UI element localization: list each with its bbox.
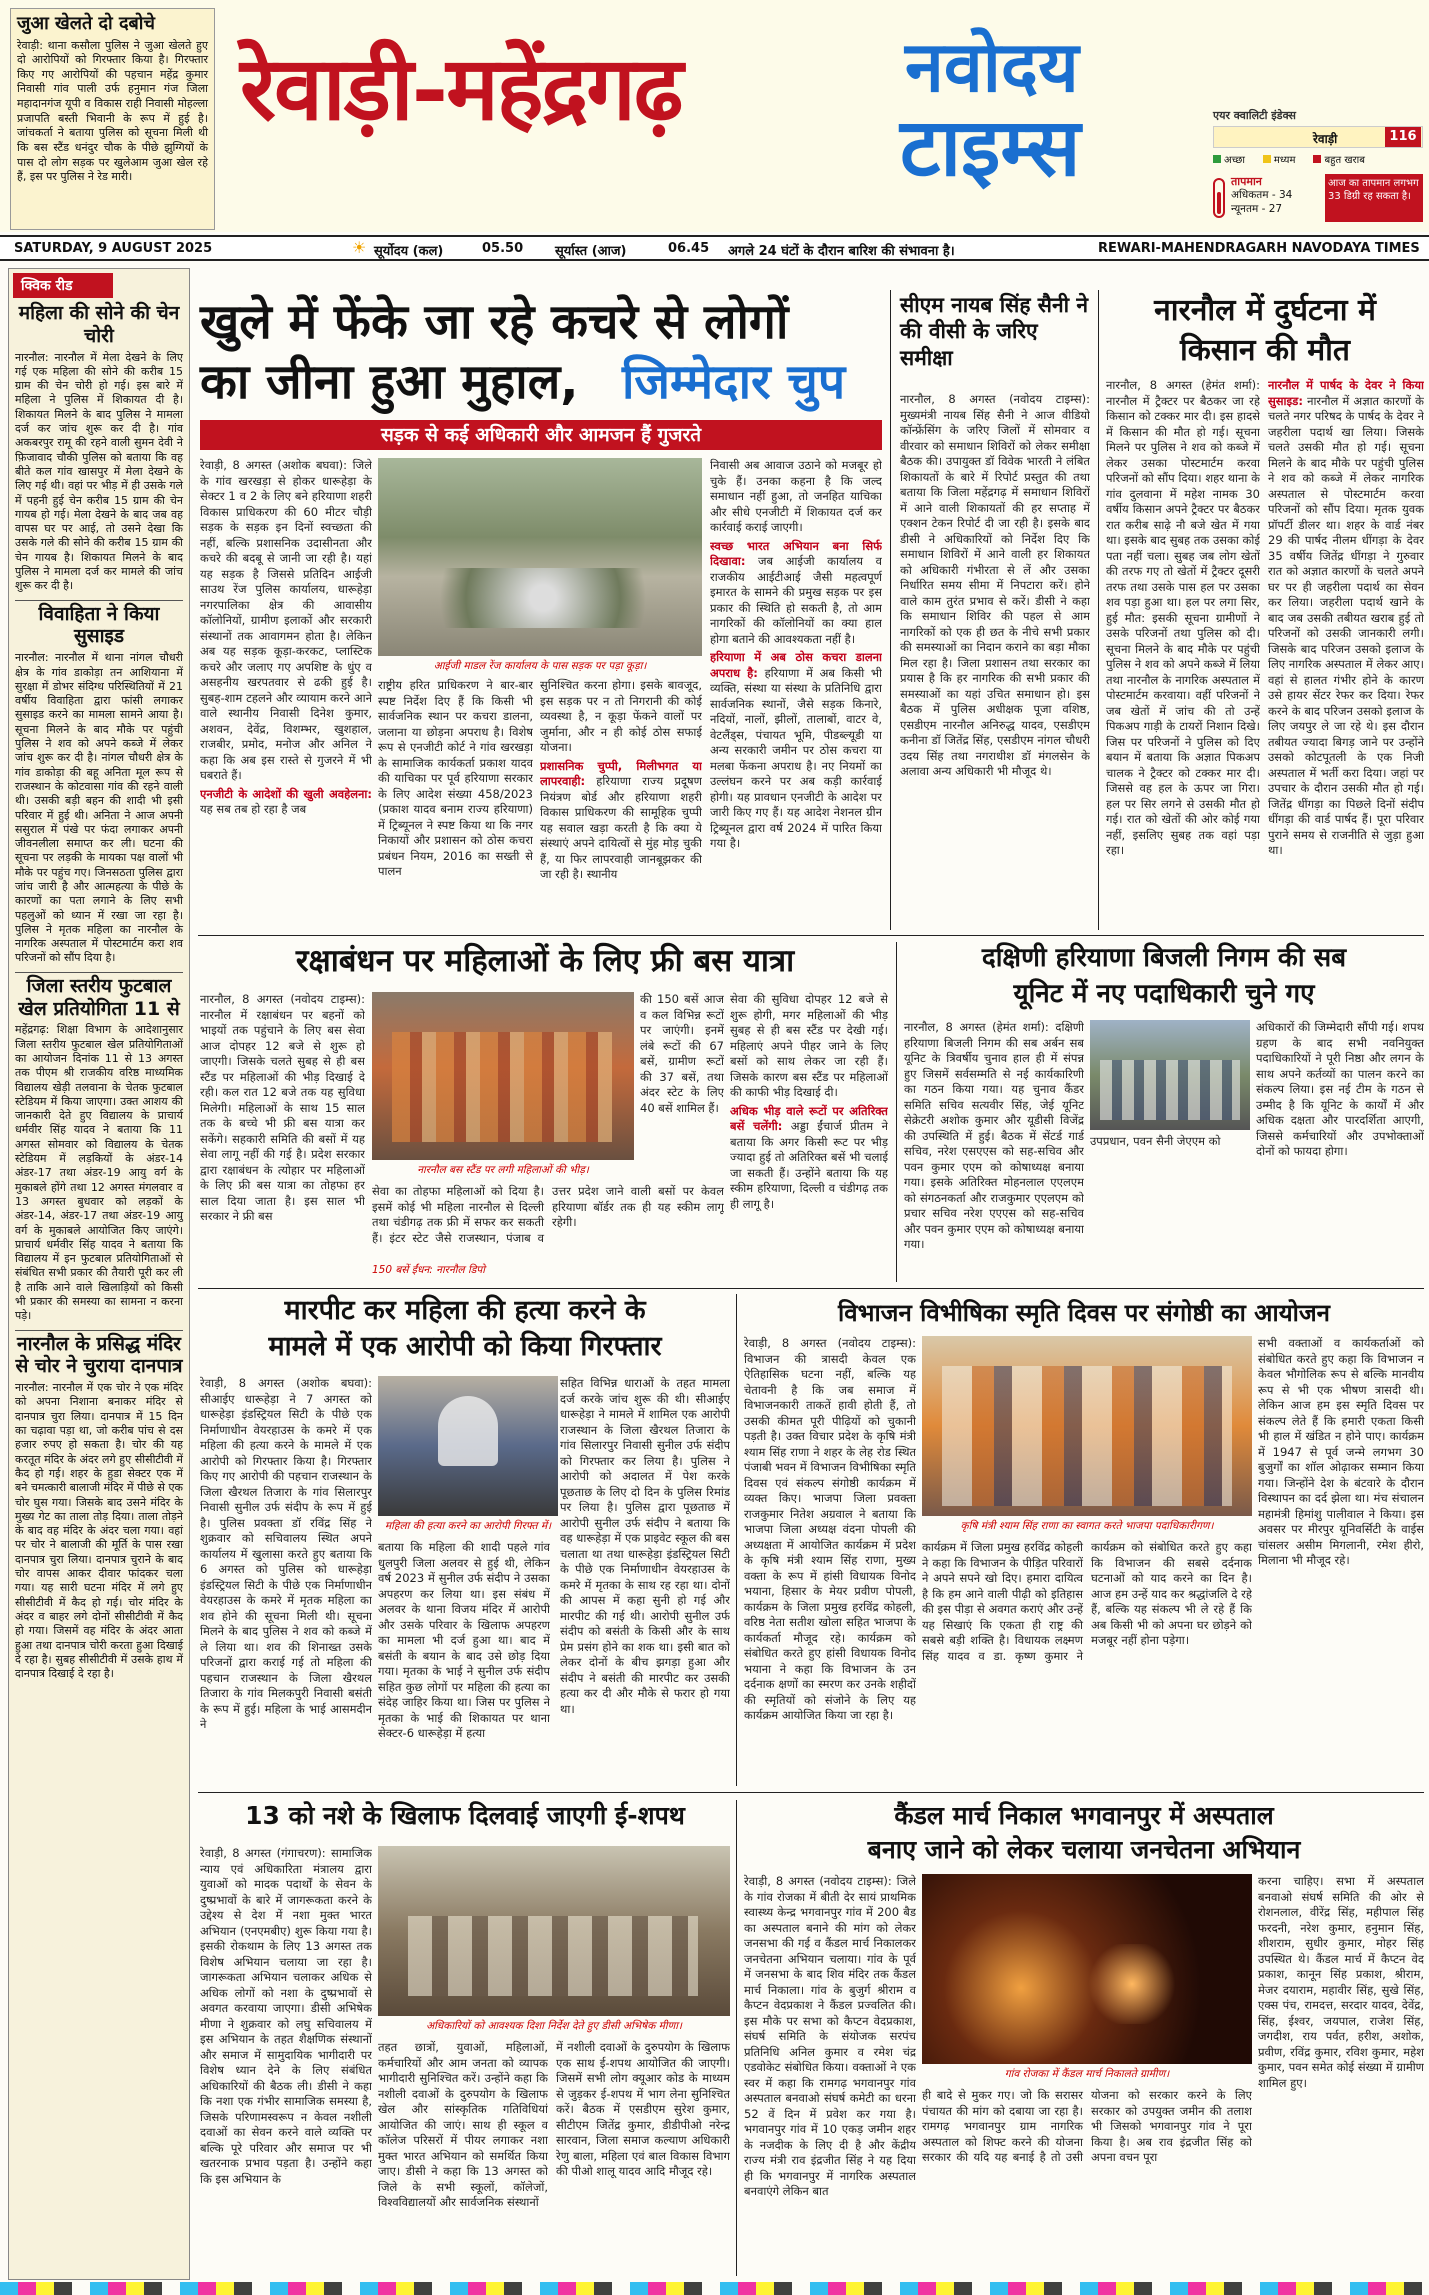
raksha-col3 (730, 992, 888, 1282)
lead-col4-b: जब आईजी कार्यालय व राजकीय आईटीआई जैसी महत्वपूर्ण इमारत के सामने की प्रमुख सड़क पर इस प्रकार की स्थिति हो सकती है, तो आम नागरिकों की कॉलोनियों का क्या हाल होगा बताने की आवश्यकता नहीं है। (710, 554, 882, 646)
lead-col3-b: हरियाणा राज्य प्रदूषण नियंत्रण बोर्ड और हरियाणा शहरी विकास प्राधिकरण की सामूहिक चुप्पी यह सवाल खड़ा करती है कि क्या ये संस्थाएं अपने दायित्वों से मुंह मोड़ चुकी हैं, या फिर लापरवाही जानबूझकर की जा रही है। स्थानीय (540, 774, 702, 882)
lead-photo (378, 458, 702, 656)
raksha-col2-top: की 150 बसें आज व कल विभिन्न रूटों पर जाएंगी। इनमें लंबे रूटों की 67 बसें, ग्रामीण रूटों की 37 बसें, तथा अंदर स्टेट के लिए 40 बसें शामिल हैं। (640, 992, 724, 1115)
murder-headline-line2: मामले में एक आरोपी को किया गिरफ्तार (268, 1331, 662, 1362)
vibhajan-col3: सभी वक्ताओं व कार्यकर्ताओं को संबोधित करते हुए कहा कि विभाजन न केवल भौगोलिक रूप से बल्कि मानवीय रूप से भी एक भीषण त्रासदी थी। लेकिन आज हम इस स्मृति दिवस पर संकल्प लेते हैं कि हमारी एकता किसी भी हाल में खंडित न होने पाए। कार्यक्रम में 1947 से पूर्व जन्मे लगभग 30 बुजुर्गों का शॉल ओढ़ाकर सम्मान किया गया। जिन्होंने देश के बंटवारे के दौरान विस्थापन का दर्द झेला था। मंच संचालन महामंत्री हिमांशु पालीवाल ने किया। इस अवसर पर मीरपुर यूनिवर्सिटी के वाईस चांसलर असीम मिगलानी, रमेश हीरो, मिलाना भी मौजूद रहे। (1258, 1336, 1424, 1568)
sunset-label: सूर्यास्त (आज) (555, 244, 627, 259)
aqi-moderate: मध्यम (1263, 152, 1296, 166)
eshapath-col2: तहत छात्रों, युवाओं, महिलाओं, कर्मचारियों और आम जनता को व्यापक भागीदारी सुनिश्चित करें। उन्होंने कहा कि नशीली दवाओं के दुरुपयोग के खिलाफ खेल और सांस्कृतिक गतिविधियां आयोजित की जाएं। साथ ही स्कूल व कॉलेज परिसरों में पीयर लगाकर नशा मुक्त भारत अभियान को समर्थित किया जाए। डीसी ने कहा कि 13 अगस्त को जिले के सभी स्कूलों, कॉलेजों, विश्वविद्यालयों और सार्वजनिक संस्थानों (378, 2040, 548, 2210)
murder-photo (378, 1376, 558, 1516)
eshapath-col1: रेवाड़ी, 8 अगस्त (गंगाचरण): सामाजिक न्याय एवं अधिकारिता मंत्रालय द्वारा युवाओं को मादक पदार्थों के सेवन के दुष्प्रभावों के बारे में जागरूकता करने के उद्देश्य से देश में नशा मुक्त भारत अभियान (एनएमबीए) शुरू किया गया है। इसकी रोकथाम के लिए 13 अगस्त तक विशेष अभियान चलाया जा रहा है। जागरूकता अभियान चलाकर अधिक से अधिक लोगों को नशा के दुष्प्रभावों से अवगत करवाया जाएगा। डीसी अभिषेक मीणा ने शुक्रवार को लघु सचिवालय में इस अभियान के तहत शैक्षणिक संस्थानों और समाज में सामुदायिक भागीदारी पर विशेष ध्यान देने के लिए संबंधित अधिकारियों की बैठक ली। डीसी ने कहा कि नशा एक गंभीर सामाजिक समस्या है, जिसके परिणामस्वरूप न केवल नशीली दवाओं का सेवन करने वाले व्यक्ति पर बल्कि पूरे परिवार और समाज पर भी खतरनाक प्रभाव पड़ता है। उन्होंने कहा कि इस अभियान के (200, 1846, 372, 2186)
lead-photo-caption: आईजी माडल रेंज कार्यालय के पास सड़क पर पड़ा कूड़ा। (433, 660, 647, 672)
raksha-col3-sub: अधिक भीड़ वाले रूटों पर अतिरिक्त बसें चलेंगी: (730, 1103, 888, 1134)
lead-col4-text: निवासी अब आवाज उठाने को मजबूर हो चुके हैं। उनका कहना है कि जल्द समाधान नहीं हुआ, तो जनहित याचिका और सीधे एनजीटी में शिकायत दर्ज कर कार्रवाई कराई जाएगी। (710, 458, 882, 535)
masthead-title-red: रेवाड़ी-महेंद्रगढ़ (240, 36, 682, 140)
raksha-caption2: 150 बसें ईंधन: नारनौल डिपो (372, 1264, 485, 1276)
bijli-col1: नारनौल, 8 अगस्त (हेमंत शर्मा): दक्षिणी हरियाणा बिजली निगम की सब अर्बन सब यूनिट के त्रिवर्षीय चुनाव हाल ही में संपन्न हुए जिसमें सर्वसम्मति से नई कार्यकारिणी का गठन किया गया। यह चुनाव कैंडर समिति सचिव सत्यवीर सिंह, जेई यूनिट सेक्रेटरी अशोक कुमार और यूडीसी विजेंद्र की उपस्थिति में हुई। बैठक में सेंटर्ड गार्ड सचिव, नरेश एसएएस को सह-सचिव और पवन कुमार एएम को कोषाध्यक्ष बनाया गया। इसके अतिरिक्त मोहनलाल एएलएम को संगठनकर्ता और राजकुमार एएलएम को प्रचार सचिव नरेश एएएस को सह-सचिव और पवन कुमार एएम को कोषाध्यक्ष बनाया गया। (904, 1020, 1084, 1252)
lead-subhead: सड़क से कई अधिकारी और आमजन हैं गुजरते (200, 420, 882, 450)
lead-col4-c: हरियाणा में अब किसी भी व्यक्ति, संस्था या संस्था के प्रतिनिधि द्वारा सार्वजनिक स्थानों, जैसे सड़क किनारे, नदियों, नालों, झीलों, तालाबों, वाटर वे, वेटलैंड्स, पंचायत भूमि, पीडब्ल्यूडी या अन्य सरकारी जमीन पर ठोस कचरा या मलबा फेंकना अपराध है। नए नियमों का उल्लंघन करने पर अब कड़ी कार्रवाई होगी। यह प्रावधान एनजीटी के आदेश पर जारी किए गए हैं। यह आदेश नेशनल ग्रीन ट्रिब्यूनल द्वारा वर्ष 2024 में पारित किया गया है। (710, 665, 882, 851)
cm-headline: सीएम नायब सिंह सैनी ने की वीसी के जरिए समीक्षा (900, 293, 1089, 370)
eshapath-col3: में नशीली दवाओं के दुरुपयोग के खिलाफ एक साथ ई-शपथ आयोजित की जाएगी। जिसमें सभी लोग क्यूआर कोड के माध्यम से जुड़कर ई-शपथ में भाग लेना सुनिश्चित करें। बैठक में एसडीएम सुरेश कुमार, सीटीएम जितेंद्र कुमार, डीडीपीओ नरेन्द्र सारवान, जिला समाज कल्याण अधिकारी रेणु बाला, महिला एवं बाल विकास विभाग की पीओ शालू यादव आदि मौजूद रहे। (556, 2040, 730, 2179)
accident-col2 (1268, 378, 1424, 930)
accident-sub: नारनौल में पार्षद के देवर ने किया सुसाइड: (1268, 378, 1424, 408)
divider (736, 1294, 737, 1786)
top-left-box (10, 8, 215, 230)
divider (198, 1288, 1424, 1289)
candle-photo-caption: गांव रोजका में कैंडल मार्च निकालते ग्रामीण। (1004, 2068, 1170, 2080)
masthead-title-blue-1: नवोदय (905, 26, 1079, 108)
quick-item-title: विवाहिता ने किया सुसाइड (38, 602, 160, 648)
eshapath-photo-caption: अधिकारियों को आवश्यक दिशा निर्देश देते हुए डीसी अभिषेक मीणा। (426, 2020, 682, 2032)
divider (736, 1800, 737, 2276)
accident-body: नारनौल, 8 अगस्त (हेमंत शर्मा): नारनौल में ट्रैक्टर पर बैठकर जा रहे किसान को टक्कर मार दी। इस हादसे में किसान की मौत हो गई। सूचना मिलने पर पुलिस ने शव को कब्जे में लेकर उसका पोस्टमार्टम करवा परिजनों को सौंप दिया। शहर थाना के गांव दुलवाना में महेश नामक 30 वर्षीय किसान अपने ट्रैक्टर पर बैठकर रात करीब साढ़े नौ बजे खेत में गया था। इसके बाद सुबह तक उसका कोई पता नहीं चला। सुबह जब लोग खेतों की तरफ गए तो खेतों में ट्रैक्टर दूसरी तरफ तथा उसके पास हल पर उसका शव पड़ा हुआ था। हल पर लगा सिर, हुई मौत: इसकी सूचना ग्रामीणों ने उसके परिजनों तथा पुलिस को दी। सूचना मिलने के बाद मौके पर पहुंची पुलिस ने शव को अपने कब्जे में लिया तथा नारनौल के नागरिक अस्पताल में पोस्टमार्टम करवाया। वहीं परिजनों ने जब खेतों में जांच की तो उन्हें पिकअप गाड़ी के टायरों निशान दिखे। जिस पर परिजनों ने पुलिस को दिए बयान में बताया कि अज्ञात पिकअप चालक ने ट्रैक्टर को टक्कर मार दी। जिससे वह हल के ऊपर जा गिरा। हल पर सिर लगने से उसकी मौत हो गई। रात को खेतों की ओर कोई गया नहीं, इसलिए सुबह तक वहां पड़ा रहा। (1106, 378, 1260, 858)
cm-body: नारनौल, 8 अगस्त (नवोदय टाइम्स): मुख्यमंत्री नायब सिंह सैनी ने आज वीडियो कॉन्फ्रेंसिंग के जरिए जिलों में सोमवार व वीरवार को समाधान शिविरों को लेकर समीक्षा बैठक की। उपायुक्त डॉ विवेक भारती ने लंबित शिकायतों के बारे में रिपोर्ट प्रस्तुत की तथा बताया कि जिला महेंद्रगढ़ में समाधान शिविरों में आने वाली शिकायतों की हर सप्ताह में एक्शन टेकन रिपोर्ट दी जा रही है। इसके बाद डीसी ने अधिकारियों को निर्देश दिए कि समाधान शिविरों में आने वाली हर शिकायत को अधिकारी गंभीरता से लें और उसका निर्धारित समय सीमा में निपटारा करें। होने वाले काम तुरंत प्रभाव से करें। डीसी ने कहा कि समाधान शिविर की पहल से आम नागरिकों को एक ही छत के नीचे सभी प्रकार की समस्याओं का निदान कराने का बड़ा मौका मिल रहा है। जिला प्रशासन तथा सरकार का प्रयास है कि हर नागरिक की सभी प्रकार की समस्याओं का यहां उचित समाधान हो। इस बैठक में पुलिस अधीक्षक पूजा वशिष्ठ, एसडीएम नारनौल अनिरुद्ध यादव, एसडीएम कनीना डॉ जितेंद्र सिंह, एसडीएम नांगल चौधरी उदय सिंह तथा नगराधीश डॉ मंगलसेन के अलावा अन्य अधिकारी भी मौजूद थे। (900, 392, 1090, 779)
divider (890, 290, 891, 930)
accident-headline-line1: नारनौल में दुर्घटना में (1154, 293, 1376, 328)
aqi-value: 116 (1385, 127, 1421, 147)
quick-read-sidebar (8, 268, 190, 2280)
weather-note: आज का तापमान लगभग 33 डिग्री रह सकता है। (1325, 174, 1423, 222)
quick-item-body: नारनौल: नारनौल में थाना नांगल चौधरी क्षेत्र के गांव डाकोड़ा तन आशियाना में सुरक्षा में डोभर संदिग्ध परिस्थितियों में 21 वर्षीय विवाहिता द्वारा फांसी लगाकर सुसाइड करने का मामला सामने आया है। सूचना मिलने के बाद मौके पर पहुंची पुलिस ने शव को अपने कब्जे में लेकर जांच शुरू कर दी है। नांगल चौधरी क्षेत्र के गांव डाकोड़ा की बहू अनिता मूल रूप से राजस्थान के कोटवासा गांव की रहने वाली थी। उसकी बड़ी बहन की शादी भी इसी परिवार में हुई थी। अनिता ने आज अपनी ससुराल में पंखे पर फंदा लगाकर अपनी जीवनलीला समाप्त कर ली। घटना की सूचना पर लड़की के मायका पक्ष वालों भी मौके पर पहुंच गए। जिनसठता पुलिस द्वारा जांच जारी है और आत्महत्या के पीछे के कारणों का पता लगाने के लिए सभी पहलुओं को ध्यान में रखा जा रहा है। पुलिस ने मृतक महिला का नारनौल के नागरिक अस्पताल में पोस्टमार्टम करा शव परिजनों को सौंप दिया है। (15, 651, 183, 965)
raksha-col2: सेवा का तोहफा महिलाओं को दिया है। इसमें कोई भी महिला नारनौल से दिल्ली तथा चंडीगढ़ तक फ्री में सफर कर सकती हैं। इंटर स्टेट जैसे राजस्थान, पंजाब व उत्तर प्रदेश जाने वाली बसों पर केवल हरियाणा बॉर्डर तक ही यह स्कीम लागू रहेगी। (372, 1184, 724, 1245)
candle-col3: करना चाहिए। सभा में अस्पताल बनवाओ संघर्ष समिति की ओर से रोशनलाल, वीरेंद्र सिंह, महीपाल सिंह फरदनी, नरेश कुमार, हनुमान सिंह, शीशराम, सुधीर कुमार, मोहर सिंह उपस्थित थे। कैंडल मार्च में कैप्टन वेद प्रकाश, कानून सिंह प्रकाश, श्रीराम, मेजर दयाराम, महावीर सिंह, सुखे सिंह, एक्स पंच, रामदत्त, सरदार यादव, देवेंद्र, सिंह, ईश्वर, जयपाल, राजेश सिंह, जगदीश, राय पर्वत, हरीश, अशोक, प्रवीण, रविंद्र कुमार, रविश कुमार, महेश कुमार, पवन समेत कोई संख्या में ग्रामीण शामिल हुए। (1258, 1874, 1424, 2090)
accident-col1 (1106, 378, 1260, 930)
bijli-headline-line1: दक्षिणी हरियाणा बिजली निगम की सब (981, 943, 1347, 973)
quick-item-title: महिला की सोने की चेन चोरी (18, 302, 180, 347)
vibhajan-photo (922, 1336, 1252, 1516)
lead-headline-line3: जिम्मेदार चुप (622, 354, 846, 410)
lead-col3-text: सुनिश्चित करना होगा। इसके बावजूद, इस सड़क पर न तो निगरानी की कोई व्यवस्था है, न कूड़ा फेंकने वालों पर जुर्माना, और न ही कोई ठोस सफाई योजना। (540, 678, 702, 755)
lead-col2 (378, 678, 533, 928)
lead-col1 (200, 458, 372, 928)
top-box-title: जुआ खेलते दो दबोचे (17, 13, 155, 34)
divider (198, 1792, 1424, 1793)
candle-headline-line1: कैंडल मार्च निकाल भगवानपुर में अस्पताल (894, 1801, 1274, 1830)
candle-headline-line2: बनाए जाने को लेकर चलाया जनचेतना अभियान (867, 1835, 1301, 1864)
lead-headline-line2: का जीना हुआ मुहाल, (200, 354, 579, 410)
aqi-panel (1213, 108, 1423, 170)
weather-min: न्यूनतम - 27 (1231, 203, 1283, 215)
aqi-good: अच्छा (1213, 152, 1245, 166)
quick-item-body: नारनौल: नारनौल में एक चोर ने एक मंदिर को अपना निशाना बनाकर मंदिर से दानपात्र चुरा लिया। दानपात्र में 15 दिन का चढ़ावा पड़ा था, जो करीब पांच से दस हजार रुपए हो सकता है। चोर की यह करतूत मंदिर के अंदर लगे हुए सीसीटीवी में कैद हो गई। शहर के हुडा सेक्टर एक में बने चमत्कारी बालाजी मंदिर में पीछे से एक चोर घुस गया। जिसके बाद उसने मंदिर के मुख्य गेट का ताला तोड़ दिया। ताला तोड़ने के बाद वह मंदिर के अंदर चला गया। वहां पर चोर ने बालाजी की मूर्ति के पास रखा दानपात्र चुरा लिया। दानपात्र चुराने के बाद चोर वापस आकर दीवार फांदकर चला गया। यह सारी घटना मंदिर में लगे हुए सीसीटीवी में कैद हो गई। चोर मंदिर के अंदर व बाहर लगे दोनों सीसीटीवी में कैद हो गया। जिसमें वह मंदिर के अंदर आता हुआ तथा दानपात्र चोरी करता हुआ दिखाई दे रहा है। सुबह सीसीटीवी में उसके हाथ में दानपात्र दिखाई दे रहा है। (15, 1381, 183, 1681)
lead-col4 (710, 458, 882, 928)
quick-item-title: नारनौल के प्रसिद्ध मंदिर से चोर ने चुराया दानपात्र (15, 1332, 183, 1378)
divider (896, 942, 897, 1282)
raksha-col1: नारनौल, 8 अगस्त (नवोदय टाइम्स): नारनौल में रक्षाबंधन पर बहनों को भाइयों तक पहुंचाने के लिए बस सेवा आज दोपहर 12 बजे से शुरू हो जाएगी। जिसके चलते सुबह से ही बस स्टैंड पर महिलाओं की भीड़ दिखाई दे रही। कल रात 12 बजे तक यह सुविधा मिलेगी। महिलाओं के साथ 15 साल तक के बच्चे भी फ्री बस यात्रा कर सकेंगे। सहकारी समिति की बसों में यह सेवा लागू नहीं की गई है। प्रदेश सरकार द्वारा रक्षाबंधन के त्योहार पर महिलाओं के लिए फ्री बस यात्रा का तोहफा हर साल दिया जाता है। इस साल भी सरकार ने फ्री बस (200, 992, 365, 1224)
lead-col2-text: राष्ट्रीय हरित प्राधिकरण ने बार-बार स्पष्ट निर्देश दिए हैं कि किसी भी सार्वजनिक स्थान पर कचरा डालना, जलाना या छोड़ना अपराध है। विशेष रूप से एनजीटी कोर्ट ने गांव खरखड़ा के सामाजिक कार्यकर्ता प्रकाश यादव की याचिका पर पूर्व हरियाणा सरकार के लिए आदेश संख्या 458/2023 (प्रकाश यादव बनाम राज्य हरियाणा) में ट्रिब्यूनल ने स्पष्ट किया था कि नगर निकायों और प्रशासन को ठोस कचरा प्रबंधन नियम, 2016 का सख्ती से पालन (378, 678, 533, 879)
date: SATURDAY, 9 AUGUST 2025 (14, 241, 213, 256)
lead-col1-sub: एनजीटी के आदेशों की खुली अवहेलना: (200, 786, 372, 801)
raksha-photo (372, 992, 634, 1160)
masthead-title-blue-2: टाइम्स (900, 101, 1081, 194)
aqi-label: एयर क्वालिटी इंडेक्स (1213, 109, 1296, 122)
lead-col3-sub: प्रशासनिक चुप्पी, मिलीभगत या लापरवाही: (540, 758, 702, 789)
dateline (0, 235, 1429, 261)
raksha-headline: रक्षाबंधन पर महिलाओं के लिए फ्री बस यात्रा (295, 943, 795, 979)
lead-headline-line1: खुले में फेंके जा रहे कचरे से लोगों (200, 294, 789, 350)
accident-headline-line2: किसान की मौत (1179, 333, 1351, 368)
lead-col1-text: रेवाड़ी, 8 अगस्त (अशोक बघवा): जिले के गांव खरखड़ा से होकर धारूहेड़ा के सेक्टर 1 व 2 के लिए बने हरियाणा शहरी विकास प्राधिकरण की 60 मीटर चौड़ी सड़क के सड़क इन दिनों स्वच्छता की नहीं, बल्कि प्रशासनिक उदासीनता और कचरे की बदबू से जानी जा रही है। यहां यह सड़क है जिससे प्रतिदिन आईजी साउथ रेंज पुलिस कार्यालय, धारूहेड़ा नगरपालिका क्षेत्र की आवासीय कॉलोनियों, ग्रामीण इलाकों और सरकारी संस्थानों तक आवागमन होता है। लेकिन अब यह सड़क कूड़ा-करकट, प्लास्टिक कचरे और जलाए गए अपशिष्ट के धुंए व असहनीय खरपतवार से ढकी हुई है। सुबह-शाम टहलने और व्यायाम करने आने वाले स्थानीय निवासी दिनेश कुमार, अशवन, देवेंद्र, विशम्भर, खुशहाल, राजबीर, प्रमोद, मनोज और अनिल ने कहा कि अब इस रास्ते से गुजरने में भी घबराते हैं। (200, 458, 372, 783)
vibhajan-col1: रेवाड़ी, 8 अगस्त (नवोदय टाइम्स): विभाजन की त्रासदी केवल एक ऐतिहासिक घटना नहीं, बल्कि यह चेतावनी है कि जब समाज में विभाजनकारी ताकतें हावी होती हैं, तो उसकी कीमत पूरी पीढ़ियों को चुकानी पड़ती है। उक्त विचार प्रदेश के कृषि मंत्री श्याम सिंह राणा ने शहर के लेह रोड स्थित पंजाबी भवन में विभाजन विभीषिका स्मृति दिवस एवं संकल्प संगोष्ठी कार्यक्रम में व्यक्त किए। भाजपा जिला प्रवक्ता राजकुमार नितेश अग्रवाल ने बताया कि भाजपा जिला अध्यक्ष वंदना पोपली की अध्यक्षता में आयोजित कार्यक्रम में प्रदेश के कृषि मंत्री श्याम सिंह राणा, मुख्य वक्ता के रूप में हांसी विधायक विनोद भयाना, हिसार के मेयर प्रवीण पोपली, कार्यक्रम के जिला प्रमुख हरविंद्र कोहली, वरिष्ठ नेता सतीश खोला सहित भाजपा के कार्यकर्ता मौजूद रहे। कार्यक्रम को संबोधित करते हुए हांसी विधायक विनोद भयाना ने कहा कि विभाजन के उन दर्दनाक क्षणों का स्मरण कर उनके शहीदों की स्मृतियों को संजोने के लिए यह कार्यक्रम आयोजित किया जा रहा है। (744, 1336, 916, 1723)
vibhajan-photo-caption: कृषि मंत्री श्याम सिंह राणा का स्वागत करते भाजपा पदाधिकारीगण। (960, 1520, 1214, 1532)
murder-col3: सहित विभिन्न धाराओं के तहत मामला दर्ज करके जांच शुरू की थी। सीआईए धारूहेड़ा ने मामले में शामिल एक आरोपी राजस्थान के जिला खैरथल तिजारा के गांव सिलारपुर निवासी सुनील उर्फ संदीप को गिरफ्तार कर लिया है। पुलिस ने आरोपी को अदालत में पेश करके पूछताछ के लिए दो दिन के पुलिस रिमांड पर लिया है। पुलिस द्वारा पूछताछ में आरोपी सुनील उर्फ संदीप ने बताया कि वह धारूहेड़ा में एक प्राइवेट स्कूल की बस चलाता था तथा धारूहेड़ा इंडस्ट्रियल सिटी के पीछे एक निर्माणाधीन वेयरहाउस के कमरे में मृतका के साथ रह रहा था। दोनों की आपस में कहा सुनी हो गई और मारपीट की गई थी। आरोपी सुनील उर्फ संदीप को बसंती के किसी और के साथ प्रेम प्रसंग होने का शक था। इसी बात को लेकर दोनों के बीच झगड़ा हुआ और संदीप ने बसंती की मारपीट कर उसकी हत्या कर दी और मौके से फरार हो गया था। (560, 1376, 730, 1716)
divider (198, 935, 1424, 936)
accident-body2: नारनौल में अज्ञात कारणों के चलते नगर परिषद के पार्षद के देवर ने जहरीला पदार्थ खा लिया। जिसके चलते उसकी मौत हो गई। सूचना मिलने के बाद मौके पर पहुंची पुलिस ने शव को कब्जे में लेकर नागरिक अस्पताल से पोस्टमार्टम करवा परिजनों को सौंप दिया। मृतक युवक प्रॉपर्टी डीलर था। शहर के वार्ड नंबर 29 की पार्षद नीलम धींगड़ा के देवर 35 वर्षीय जितेंद्र धींगड़ा ने गुरुवार रात को अज्ञात कारणों के चलते अपने घर पर ही जहरीला पदार्थ का सेवन कर लिया। जहरीला पदार्थ खाने के बाद जब उसकी तबीयत खराब हुई तो परिजनों को उसकी जानकारी लगी। जिसके बाद परिजन उसको इलाज के लिए नागरिक अस्पताल में लेकर आए। वहां से हालत गंभीर होने के कारण उसे हायर सेंटर रेफर कर दिया। रेफर करने के बाद परिजन उसको इलाज के लिए जयपुर ले जा रहे थे। इस दौरान तबीयत ज्यादा बिगड़ जाने पर उन्होंने उसको कोटपूतली के एक निजी अस्पताल में भर्ती करा दिया। जहां पर उपचार के दौरान उसकी मौत हो गई। जितेंद्र धींगड़ा का पिछले दिनों संदीप धींगड़ा की वार्ड पार्षद हैं। पूरा परिवार पुराने समय से राजनीति से जुड़ा हुआ था। (1268, 393, 1424, 858)
lead-col1-b: यह सब तब हो रहा है जब (200, 802, 307, 817)
raksha-photo-caption: नारनौल बस स्टैंड पर लगी महिलाओं की भीड़। (417, 1164, 589, 1176)
weather-label: तापमान (1231, 175, 1262, 188)
vibhajan-headline: विभाजन विभीषिका स्मृति दिवस पर संगोष्ठी का आयोजन (838, 1299, 1330, 1327)
murder-photo-caption: महिला की हत्या करने का आरोपी गिरफ्त में। (384, 1520, 552, 1532)
weather-max: अधिकतम - 34 (1231, 189, 1293, 201)
sunrise-label: सूर्योदय (कल) (374, 244, 444, 259)
murder-headline-line1: मारपीट कर महिला की हत्या करने के (284, 1295, 646, 1326)
murder-col2: बताया कि महिला की शादी पहले गांव धुलपुरी जिला अलवर से हुई थी, लेकिन वर्ष 2023 में सुनील उर्फ संदीप ने उसका अपहरण कर लिया था। इस संबंध में अलवर के थाना विजय मंदिर में आरोपी और उसके परिवार के खिलाफ अपहरण का मामला भी दर्ज हुआ था। बाद में बसंती के बयान के बाद उसे छोड़ दिया गया। मृतका के भाई ने सुनील उर्फ संदीप सहित कुछ लोगों पर महिला की हत्या का संदेह जाहिर किया था। जिस पर पुलिस ने मृतका के भाई की शिकायत पर थाना सेक्टर-6 धारूहेड़ा में हत्या (378, 1540, 550, 1741)
bijli-col2: अधिकारों की जिम्मेदारी सौंपी गई। शपथ ग्रहण के बाद सभी नवनियुक्त पदाधिकारियों ने पूरी निष्ठा और लगन के साथ अपने कर्तव्यों का पालन करने का संकल्प लिया। इस नई टीम के गठन से उम्मीद है कि यूनिट के कार्यों में और अधिक दक्षता और पारदर्शिता आएगी, जिससे कर्मचारियों और उपभोक्ताओं दोनों को फायदा होगा। (1256, 1020, 1424, 1159)
aqi-city: रेवाड़ी (1313, 132, 1338, 146)
raksha-col3-b: अड्डा ईंचार्ज प्रीतम ने बताया कि अगर किसी रूट पर भीड़ ज्यादा हुई तो अतिरिक्त बसें भी चलाई जा सकती हैं। उन्होंने बताया कि यह स्कीम हरियाणा, दिल्ली व चंडीगढ़ तक ही लागू है। (730, 1119, 888, 1211)
eshapath-headline: 13 को नशे के खिलाफ दिलवाई जाएगी ई-शपथ (245, 1801, 685, 1830)
vibhajan-col2: कार्यक्रम में जिला प्रमुख हरविंद्र कोहली ने कहा कि विभाजन के पीड़ित परिवारों ने अपने सपने खो दिए। हमारा दायित्व है कि हम आने वाली पीढ़ी को इतिहास की इस पीड़ा से अवगत कराएं और उन्हें यह सिखाएं कि एकता ही राष्ट्र की सबसे बड़ी शक्ति है। विधायक लक्ष्मण सिंह यादव व डा. कृष्ण कुमार ने कार्यक्रम को संबोधित करते हुए कहा कि विभाजन की सबसे दर्दनाक घटनाओं को याद करने का दिन है। आज हम उन्हें याद कर श्रद्धांजलि दे रहे हैं, बल्कि यह संकल्प भी ले रहे हैं कि अब किसी भी को अपना घर छोड़ने को मजबूर नहीं होना पड़ेगा। (922, 1540, 1252, 1663)
weather-panel (1213, 174, 1423, 226)
quick-read-label: क्विक रीड (13, 273, 113, 298)
forecast: अगले 24 घंटों के दौरान बारिश की संभावना है। (728, 244, 955, 259)
registration-bar (0, 2282, 1429, 2295)
lead-col3 (540, 678, 702, 928)
quick-item-body: महेंद्रगढ़: शिक्षा विभाग के आदेशानुसार जिला स्तरीय फुटबाल खेल प्रतियोगिताओं का आयोजन दिनांक 11 से 13 अगस्त तक पीएम श्री राजकीय वरिष्ठ माध्यमिक विद्यालय खेड़ी तलवाना के चेतक फुटबाल स्टेडियम में किया जाएगा। उक्त आशय की जानकारी देते हुए विद्यालय के प्राचार्य धर्मवीर सिंह यादव ने बताया कि 11 अगस्त सोमवार को विद्यालय के चेतक स्टेडियम में लड़कियों के अंडर-14 अंडर-17 तथा अंडर-19 आयु वर्ग के मुकाबले होंगे तथा 12 अगस्त मंगलवार व 13 अगस्त बुधवार को लड़कों के अंडर-14, अंडर-17 तथा अंडर-19 आयु वर्ग के मुकाबले आयोजित किए जाएंगे। प्राचार्य धर्मवीर सिंह यादव ने बताया कि विद्यालय में इन फुटबाल प्रतियोगिताओं से संबंधित सभी प्रकार की तैयारी पूरी कर ली है ताकि आने वाले खिलाड़ियों को किसी भी प्रकार की समस्या का सामना न करना पड़े। (15, 1023, 183, 1323)
quick-item-title: जिला स्तरीय फुटबाल खेल प्रतियोगिता 11 से (18, 974, 180, 1020)
bijli-col-mid: उपप्रधान, पवन सैनी जेएएम को (1090, 1134, 1221, 1148)
thermometer-icon (1213, 178, 1225, 218)
divider (1098, 290, 1099, 930)
sun-icon: ☀ (352, 238, 367, 257)
candle-col2: ही बादे से मुकर गए। जो कि सरासर पंचायत की मांग को दबाया जा रहा है। रामगढ़ भगवानपुर ग्राम नागरिक अस्पताल को शिफ्ट करने की योजना सरकार की यदि यह बनाई है तो उसी योजना को सरकार करने के लिए सरकार को उपयुक्त जमीन की तलाश भी जिसको भगवानपुर गांव ने पूरा किया है। अब राव इंद्रजीत सिंह को अपना वचन पूरा (922, 2088, 1252, 2165)
bijli-headline-line2: यूनिट में नए पदाधिकारी चुने गए (1013, 979, 1315, 1009)
bijli-photo (1090, 1020, 1250, 1130)
top-box-body: रेवाड़ी: थाना कसौला पुलिस ने जुआ खेलते हुए दो आरोपियों को गिरफ्तार किया है। गिरफ्तार किए गए आरोपियों की पहचान महेंद्र कुमार निवासी गांव पाली उर्फ हनुमान गंज जिला महादानगंज यूपी व विकास राही निवासी मोहल्ला प्रजापति बस्ती भिवानी के रूप में हुई है। जांचकर्ता ने बताया पुलिस को सूचना मिली थी कि बस स्टैंड धनंदुर चौक के पीछे झुग्गियों के पास दो लोग सड़क पर खुलेआम जुआ खेल रहे हैं, इस पर पुलिस ने रेड मारी। (17, 38, 208, 184)
lead-col4-sub2: हरियाणा में अब ठोस कचरा डालना अपराध है: (710, 650, 882, 680)
candle-photo (922, 1874, 1252, 2064)
paper-name: REWARI-MAHENDRAGARH NAVODAYA TIMES (1098, 241, 1420, 256)
aqi-poor: बहुत खराब (1313, 152, 1364, 166)
raksha-col3-text: सेवा की सुविधा दोपहर 12 बजे से शुरू होगी, मगर महिलाओं की भीड़ सुबह से ही बस स्टैंड पर देखी गई। महिलाएं अपने पीहर जाने के लिए बसों को साथ लेकर जा रही हैं। जिसके कारण बस स्टैंड पर महिलाओं की काफी भीड़ दिखाई दी। (730, 992, 888, 1100)
sunset-time: 06.45 (668, 241, 710, 256)
lead-col4-sub: स्वच्छ भारत अभियान बना सिर्फ दिखावा: (710, 538, 882, 569)
sunrise-time: 05.50 (482, 241, 524, 256)
murder-col1: रेवाड़ी, 8 अगस्त (अशोक बघवा): सीआईए धारूहेड़ा ने 7 अगस्त को धारूहेड़ा इंडस्ट्रियल सिटी के पीछे एक निर्माणाधीन वेयरहाउस के कमरे में एक महिला की हत्या करने के मामले में एक आरोपी को गिरफ्तार किया है। गिरफ्तार किए गए आरोपी की पहचान राजस्थान के जिला खैरथल तिजारा के गांव सिलारपुर निवासी सुनील उर्फ संदीप के रूप में हुई है। पुलिस प्रवक्ता डॉ रविंद्र सिंह ने शुक्रवार को सचिवालय स्थित अपने कार्यालय में खुलासा करते हुए बताया कि 6 अगस्त को पुलिस को धारूहेड़ा इंडस्ट्रियल सिटी के पीछे एक निर्माणाधीन वेयरहाउस के कमरे में मृतक महिला का शव होने की सूचना मिली थी। सूचना मिलने के बाद पुलिस ने शव को कब्जे में ले लिया था। शव की शिनाख्त उसके परिजनों द्वारा कराई गई तो महिला की पहचान राजस्थान के जिला खैरथल तिजारा के गांव मिलकपुरी निवासी बसंती के रूप में हुई। महिला के भाई आसमदीन ने (200, 1376, 372, 1732)
eshapath-photo (378, 1846, 730, 2016)
candle-col1: रेवाड़ी, 8 अगस्त (नवोदय टाइम्स): जिले के गांव रोजका में बीती देर सायं प्राथमिक स्वास्थ्य केन्द्र भगवानपुर गांव में 200 बैड का अस्पताल बनाने की मांग को लेकर जनसभा की गई व कैंडल मार्च निकालकर जनचेतना अभियान चलाया। गांव के पूर्व में जनसभा के बाद शिव मंदिर तक कैंडल मार्च निकाला। गांव के बुजुर्ग श्रीराम व कैप्टन वेदप्रकाश ने कैंडल प्रज्वलित की। इस मौके पर सभा को कैप्टन वेदप्रकाश, संघर्ष समिति के संयोजक सरपंच प्रतिनिधि अनिल कुमार व रमेश चंद्र एडवोकेट संबोधित किया। वक्ताओं ने एक स्वर में कहा कि रामगढ़ भगवानपुर गांव अस्पताल बनवाओ संघर्ष कमेटी का धरना 52 वें दिन में प्रवेश कर गया है। भगवानपुर गांव में 10 एकड़ जमीन शहर के नजदीक के लिए दी है और केंद्रीय राज्य मंत्री राव इंद्रजीत सिंह ने यह दिया ही कि भगवानपुर में नागरिक अस्पताल बनवाएंगे लेकिन बात (744, 1874, 916, 2199)
quick-item-body: नारनौल: नारनौल में मेला देखने के लिए गई एक महिला की सोने की करीब 15 ग्राम की चेन चोरी हो गई। इस बारे में महिला ने पुलिस में शिकायत दी है। शिकायत मिलने के बाद पुलिस ने मामला दर्ज कर जांच शुरू कर दी है। गांव अकबरपुर रामू की रहने वाली सुमन देवी ने फ़िजावाद चौकी पुलिस को बताया कि वह बीते कल गांव खासपुर में मेला देखने के लिए गई थी। वहां पर भीड़ में ही उसके गले में पहनी हुई चेन करीब 15 ग्राम की चेन गायब हो गई। मेला देखने के बाद जब वह वापस घर पर आई, तो उसने देखा कि उसके गले की सोने की करीब 15 ग्राम की चेन गायब है। शिकायत मिलने के बाद पुलिस ने मामला दर्ज कर मामले की जांच शुरू कर दी है। (15, 350, 183, 593)
